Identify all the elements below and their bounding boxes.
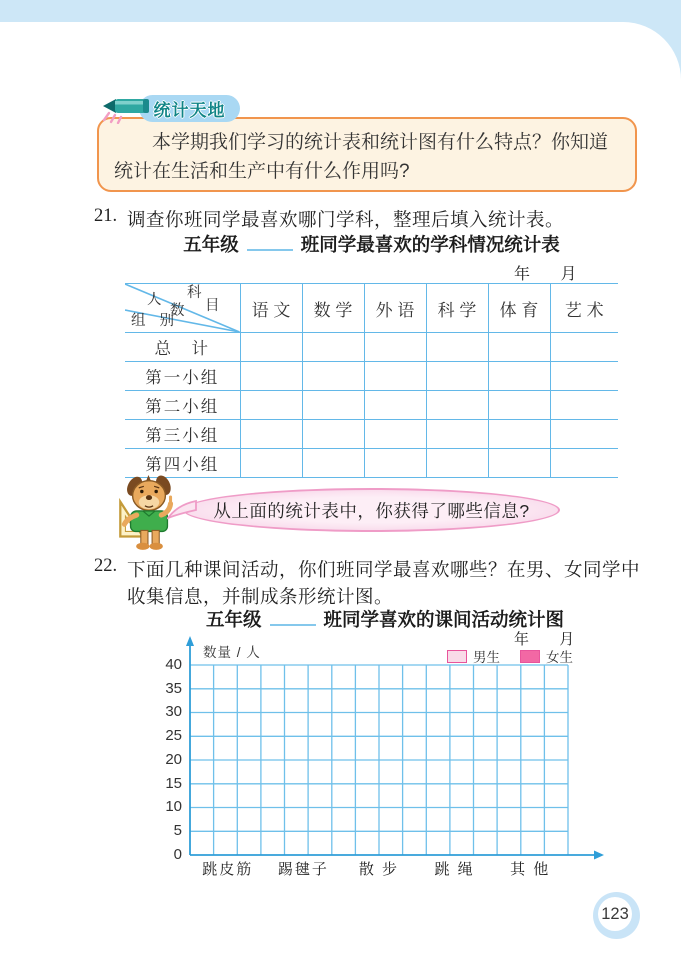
intro-line-1: 本学期我们学习的统计表和统计图有什么特点？你知道 [152, 132, 609, 153]
corner-label-subject-1: 科 [187, 285, 202, 301]
table-date-line [514, 261, 576, 284]
corner-label-subject-2: 目 [205, 298, 220, 314]
table-row [125, 362, 618, 391]
class-blank-input[interactable] [247, 234, 293, 251]
y-tick: 25 [165, 727, 182, 744]
column-header-science: 科 学 [426, 284, 488, 333]
table-cell[interactable] [550, 420, 618, 449]
table-cell[interactable] [240, 449, 302, 478]
table-corner-cell [125, 284, 240, 333]
table-cell[interactable] [302, 420, 364, 449]
page-number: 123 [598, 897, 632, 931]
table-cell[interactable] [550, 333, 618, 362]
table-row [125, 391, 618, 420]
table-cell[interactable] [426, 420, 488, 449]
question-22-number: 22. [94, 556, 118, 576]
table-cell[interactable] [364, 449, 426, 478]
table-row [125, 449, 618, 478]
table-cell[interactable] [488, 420, 550, 449]
table-cell[interactable] [302, 449, 364, 478]
chart-title-prefix: 五年级 [205, 609, 262, 630]
y-tick: 0 [173, 846, 182, 863]
table-cell[interactable] [364, 420, 426, 449]
row-label-group3: 第三小组 [125, 420, 240, 449]
chart-title-suffix: 班同学喜欢的课间活动统计图 [323, 609, 565, 630]
question-22 [94, 556, 654, 582]
speech-bubble-tail [167, 497, 197, 521]
column-header-math: 数 学 [302, 284, 364, 333]
bar-chart-grid[interactable] [150, 634, 620, 860]
question-21-number: 21. [94, 206, 118, 226]
table-cell[interactable] [550, 362, 618, 391]
legend-label-boys: 男生 [473, 650, 500, 665]
row-label-group4: 第四小组 [125, 449, 240, 478]
statistics-table [125, 283, 618, 478]
row-label-group2: 第二小组 [125, 391, 240, 420]
intro-line-2: 统计在生活和生产中有什么作用吗? [114, 161, 410, 182]
year-label: 年 [514, 266, 531, 283]
y-tick: 30 [165, 703, 182, 720]
table-cell[interactable] [302, 362, 364, 391]
table-cell[interactable] [426, 333, 488, 362]
table-cell[interactable] [488, 449, 550, 478]
table-cell[interactable] [240, 391, 302, 420]
corner-label-count-2: 数 [170, 303, 185, 319]
intro-question-box [97, 117, 637, 192]
pencil-icon [100, 88, 160, 124]
x-axis-categories [190, 858, 568, 879]
table-cell[interactable] [302, 391, 364, 420]
table-title [125, 231, 618, 257]
speech-bubble [183, 488, 560, 532]
y-tick: 35 [165, 680, 182, 697]
table-cell[interactable] [302, 333, 364, 362]
table-cell[interactable] [364, 333, 426, 362]
table-title-suffix: 班同学最喜欢的学科情况统计表 [300, 234, 560, 255]
speech-bubble-text: 从上面的统计表中，你获得了哪些信息? [213, 500, 530, 521]
row-label-group1: 第一小组 [125, 362, 240, 391]
column-header-foreign: 外 语 [364, 284, 426, 333]
table-cell[interactable] [488, 391, 550, 420]
table-cell[interactable] [426, 449, 488, 478]
corner-label-count-1: 人 [147, 292, 162, 308]
category-label: 踢毽子 [277, 861, 329, 878]
table-cell[interactable] [364, 362, 426, 391]
table-cell[interactable] [426, 362, 488, 391]
question-22-line1: 下面几种课间活动，你们班同学最喜欢哪些？在男、女同学中 [127, 559, 641, 580]
class-blank-input[interactable] [270, 609, 316, 626]
month-label: 月 [559, 631, 575, 648]
table-cell[interactable] [240, 362, 302, 391]
table-cell[interactable] [240, 333, 302, 362]
y-axis-label: 数量 / 人 [203, 645, 261, 660]
table-header-row [125, 284, 618, 333]
year-label: 年 [514, 631, 530, 648]
category-label: 跳皮筋 [202, 861, 254, 878]
page-number-badge [593, 892, 640, 939]
y-tick: 10 [165, 798, 182, 815]
question-21 [94, 206, 654, 232]
table-cell[interactable] [364, 391, 426, 420]
table-title-prefix: 五年级 [183, 234, 239, 255]
row-label-total: 总 计 [125, 333, 240, 362]
column-header-pe: 体 育 [488, 284, 550, 333]
question-22-line2: 收集信息，并制成条形统计图。 [127, 586, 394, 607]
y-tick: 5 [173, 822, 182, 839]
table-cell[interactable] [426, 391, 488, 420]
table-row [125, 420, 618, 449]
category-label: 其 他 [510, 861, 551, 878]
y-tick: 20 [165, 751, 182, 768]
table-cell[interactable] [550, 391, 618, 420]
table-cell[interactable] [488, 362, 550, 391]
table-row [125, 333, 618, 362]
question-21-text: 调查你班同学最喜欢哪门学科，整理后填入统计表。 [127, 209, 565, 230]
column-header-art: 艺 术 [550, 284, 618, 333]
corner-label-group: 组 别 [131, 313, 180, 329]
legend-label-girls: 女生 [546, 650, 573, 665]
category-label: 跳 绳 [434, 861, 475, 878]
table-cell[interactable] [488, 333, 550, 362]
column-header-chinese: 语 文 [240, 284, 302, 333]
section-badge-label: 统计天地 [153, 101, 226, 120]
category-label: 散 步 [358, 861, 400, 878]
y-tick: 40 [165, 656, 182, 673]
table-cell[interactable] [240, 420, 302, 449]
y-tick: 15 [165, 775, 182, 792]
month-label: 月 [560, 266, 577, 283]
table-cell[interactable] [550, 449, 618, 478]
